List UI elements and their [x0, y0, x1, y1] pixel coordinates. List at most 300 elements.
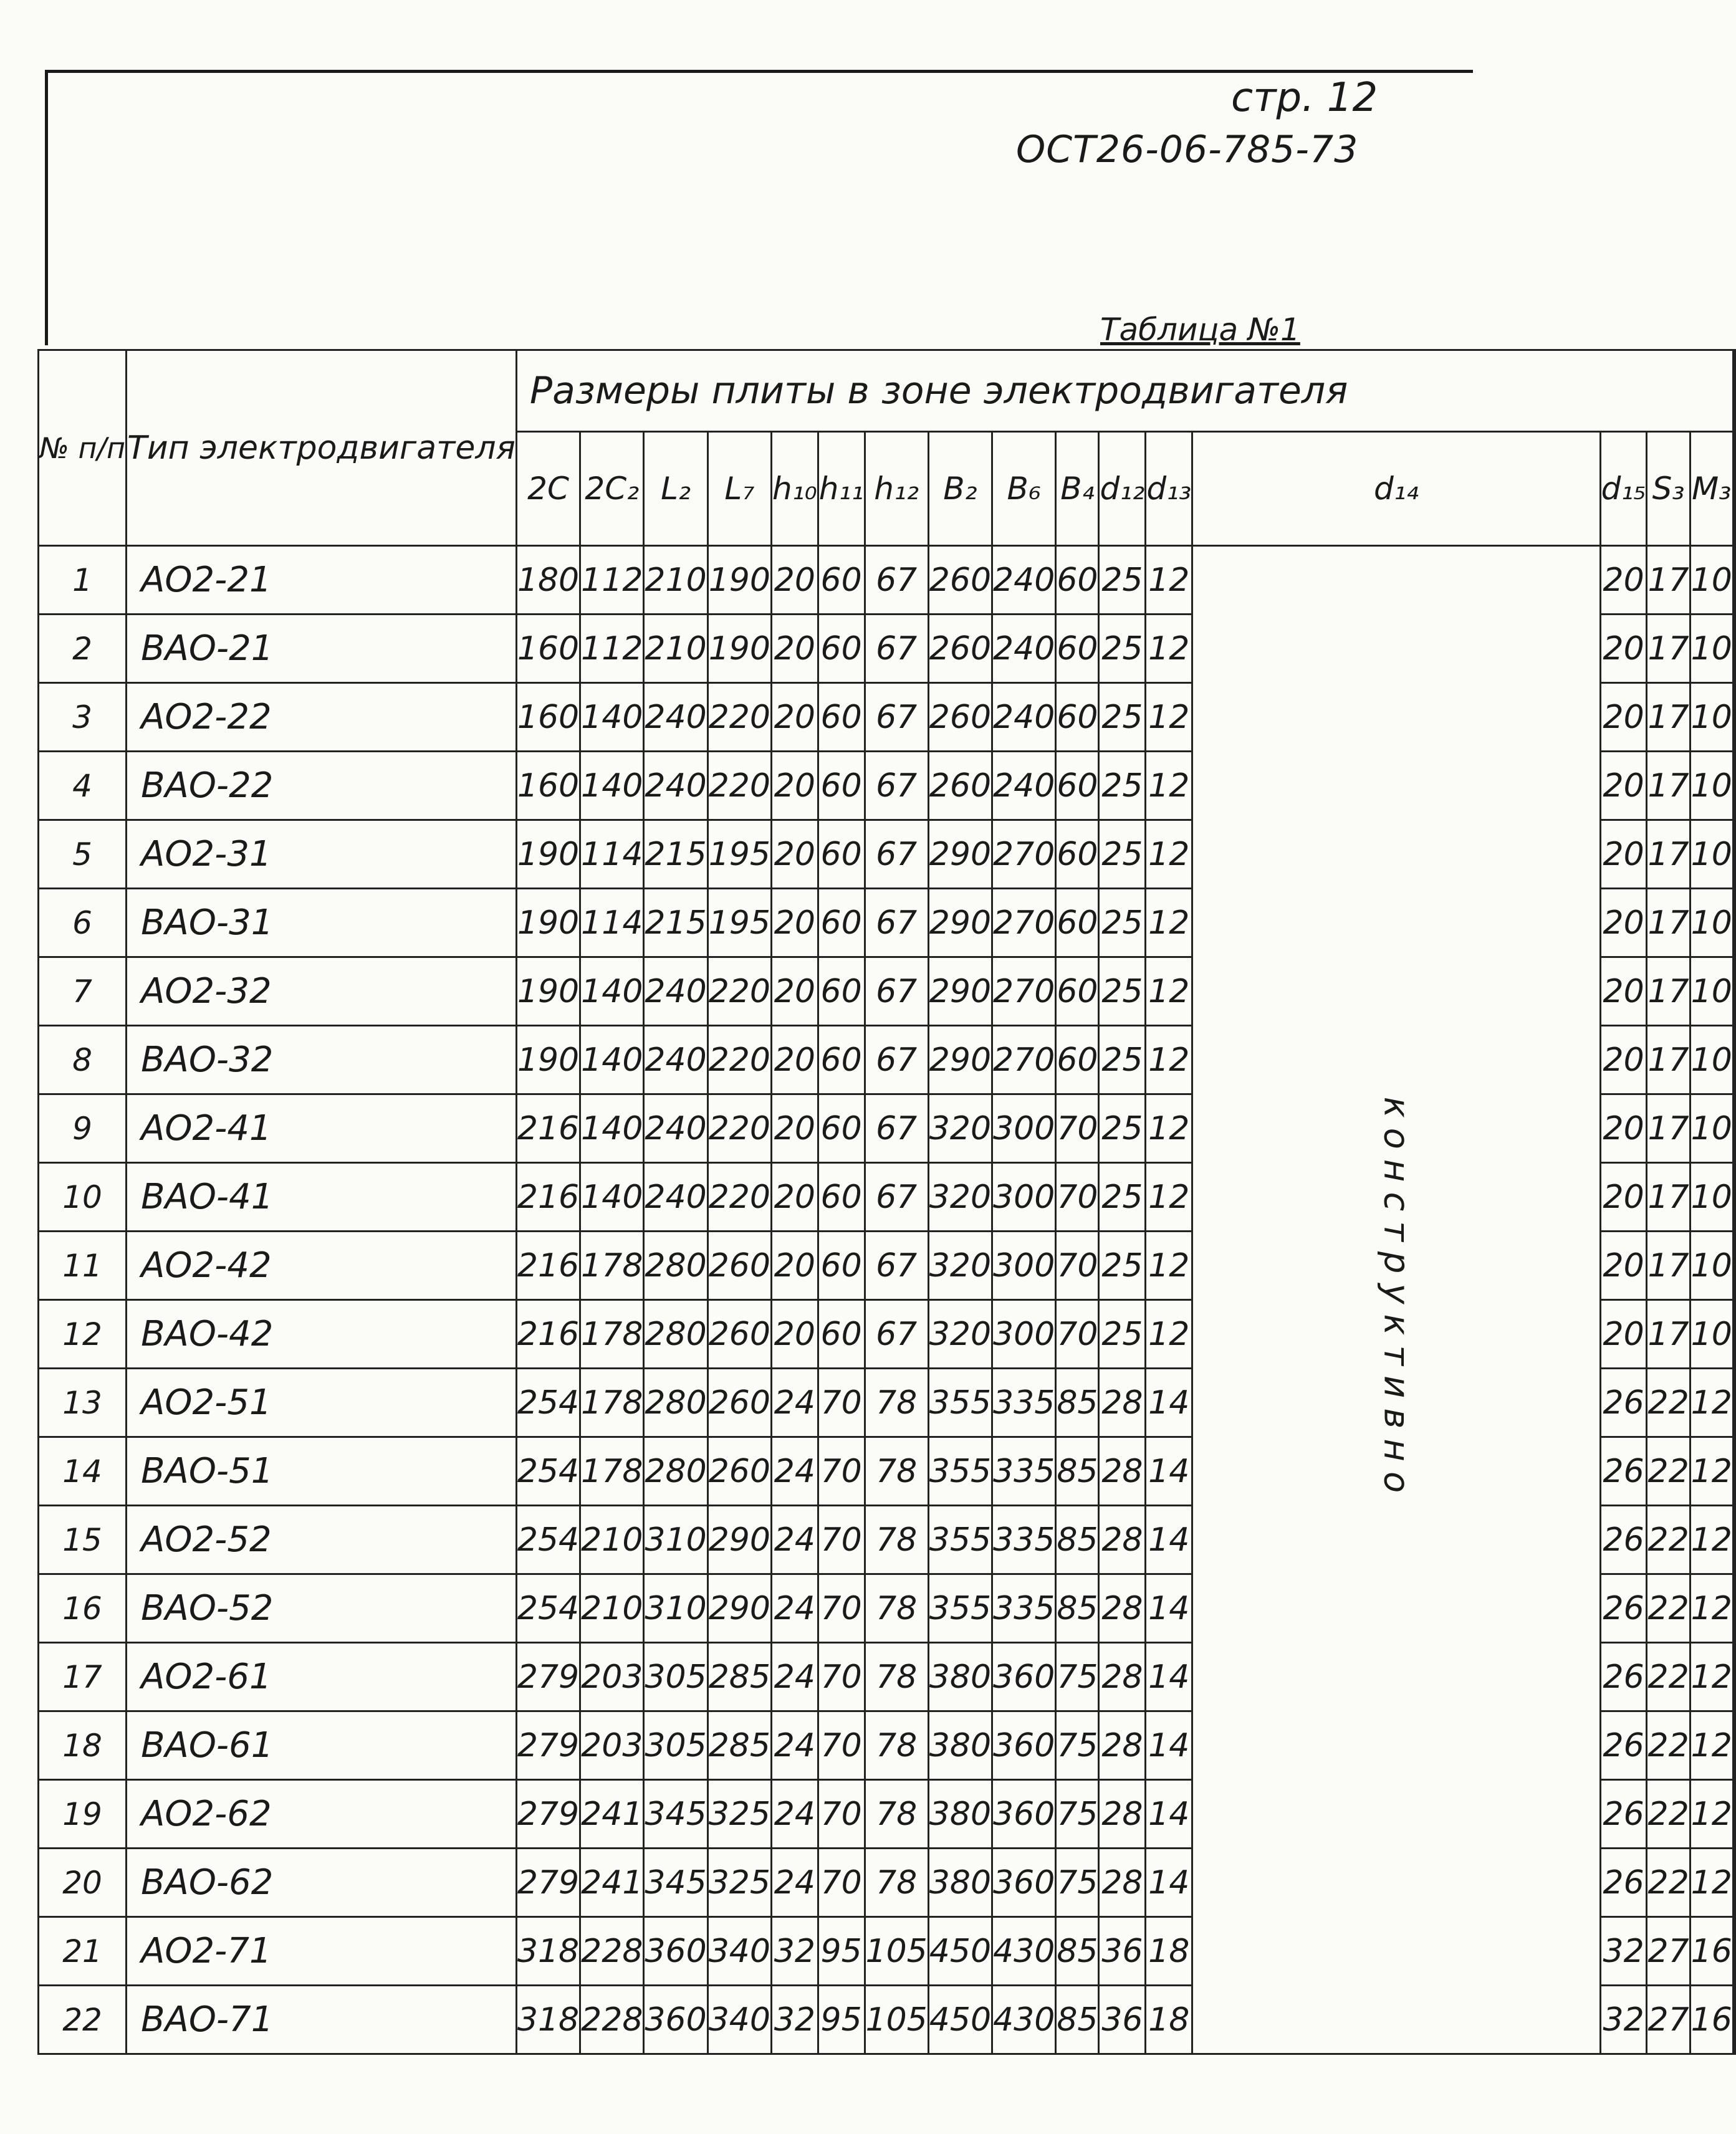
dimension-value: 78 [865, 1780, 928, 1849]
motor-type: АО2-51 [127, 1369, 517, 1437]
dimension-value: 305 [644, 1643, 707, 1711]
dimension-value: 60 [1056, 889, 1099, 957]
dimension-value: 290 [928, 957, 992, 1026]
dimension-value: 300 [992, 1232, 1056, 1300]
dimension-value: 10 [1690, 1300, 1733, 1369]
dimension-value: 320 [928, 1163, 992, 1232]
dimension-value: 10 [1690, 683, 1733, 752]
blank-cell [1733, 1094, 1735, 1163]
page-number: стр. 12 [1231, 75, 1378, 121]
header-col-11: d₁₃ [1146, 432, 1192, 546]
dimension-value: 12 [1146, 1300, 1192, 1369]
dimension-value: 12 [1690, 1369, 1733, 1437]
dimension-value: 70 [818, 1643, 865, 1711]
dimension-value: 60 [818, 1300, 865, 1369]
dimension-value: 28 [1099, 1643, 1146, 1711]
dimension-value: 28 [1099, 1711, 1146, 1780]
header-col-14: S₃ [1647, 432, 1690, 546]
dimension-value: 60 [818, 1232, 865, 1300]
row-number: 7 [39, 957, 127, 1026]
dimension-value: 16 [1690, 1917, 1733, 1986]
dimension-value: 360 [992, 1643, 1056, 1711]
motor-type: ВАО-21 [127, 615, 517, 683]
row-number: 13 [39, 1369, 127, 1437]
dimension-value: 67 [865, 752, 928, 820]
row-number: 10 [39, 1163, 127, 1232]
header-motor-type: Тип электродвигателя [127, 350, 517, 546]
dimension-value: 27 [1647, 1986, 1690, 2054]
dimension-value: 260 [707, 1437, 771, 1506]
motor-type: АО2-21 [127, 546, 517, 615]
blank-cell [1733, 1849, 1735, 1917]
dimension-value: 12 [1146, 615, 1192, 683]
dimension-value: 10 [1690, 820, 1733, 889]
blank-cell [1733, 1232, 1735, 1300]
dimension-value: 60 [1056, 752, 1099, 820]
dimension-value: 17 [1647, 1232, 1690, 1300]
dimension-value: 85 [1056, 1917, 1099, 1986]
dimension-value: 70 [1056, 1300, 1099, 1369]
dimension-value: 20 [1600, 1026, 1647, 1094]
dimension-value: 20 [1600, 1300, 1647, 1369]
dimension-value: 17 [1647, 820, 1690, 889]
dimension-value: 335 [992, 1437, 1056, 1506]
dimension-value: 75 [1056, 1780, 1099, 1849]
header-col-9: B₄ [1056, 432, 1099, 546]
dimension-value: 17 [1647, 546, 1690, 615]
dimension-value: 280 [644, 1437, 707, 1506]
blank-cell [1733, 615, 1735, 683]
dimension-value: 20 [771, 615, 818, 683]
dimension-value: 20 [1600, 683, 1647, 752]
dimension-value: 210 [644, 546, 707, 615]
header-col-12: d₁₄ [1192, 432, 1601, 546]
dimension-value: 18 [1146, 1917, 1192, 1986]
dimension-value: 28 [1099, 1369, 1146, 1437]
dimension-value: 178 [580, 1369, 644, 1437]
dimension-value: 36 [1099, 1986, 1146, 2054]
dimension-value: 260 [707, 1232, 771, 1300]
dimension-value: 220 [707, 1026, 771, 1094]
dimension-value: 203 [580, 1643, 644, 1711]
dimension-value: 10 [1690, 1026, 1733, 1094]
dimension-value: 450 [928, 1917, 992, 1986]
dimension-value: 310 [644, 1574, 707, 1643]
dimension-value: 20 [1600, 889, 1647, 957]
dimension-value: 178 [580, 1232, 644, 1300]
dimension-value: 325 [707, 1849, 771, 1917]
dimension-value: 190 [516, 957, 580, 1026]
dimension-value: 10 [1690, 1232, 1733, 1300]
motor-type: АО2-32 [127, 957, 517, 1026]
dimension-value: 20 [771, 1232, 818, 1300]
dimension-value: 20 [1600, 820, 1647, 889]
d14-constructive-cell [1192, 546, 1601, 2054]
row-number: 19 [39, 1780, 127, 1849]
dimension-value: 241 [580, 1780, 644, 1849]
dimension-value: 12 [1146, 752, 1192, 820]
dimension-value: 240 [644, 683, 707, 752]
motor-type: АО2-61 [127, 1643, 517, 1711]
dimension-value: 60 [818, 1163, 865, 1232]
dimension-value: 20 [771, 752, 818, 820]
dimension-value: 112 [580, 546, 644, 615]
dimension-value: 360 [644, 1986, 707, 2054]
dimension-value: 70 [818, 1437, 865, 1506]
dimension-value: 285 [707, 1643, 771, 1711]
dimension-value: 195 [707, 889, 771, 957]
dimension-value: 12 [1146, 889, 1192, 957]
dimension-value: 14 [1146, 1506, 1192, 1574]
dimension-value: 220 [707, 1094, 771, 1163]
dimension-value: 178 [580, 1300, 644, 1369]
dimension-value: 24 [771, 1849, 818, 1917]
dimension-value: 345 [644, 1849, 707, 1917]
dimension-value: 95 [818, 1917, 865, 1986]
dimension-value: 260 [707, 1369, 771, 1437]
dimension-value: 216 [516, 1300, 580, 1369]
dimension-value: 27 [1647, 1917, 1690, 1986]
blank-cell [1733, 1780, 1735, 1849]
blank-cell [1733, 1711, 1735, 1780]
dimension-value: 12 [1690, 1437, 1733, 1506]
dimension-value: 360 [644, 1917, 707, 1986]
dimension-value: 28 [1099, 1780, 1146, 1849]
dimension-value: 220 [707, 1163, 771, 1232]
dimension-value: 24 [771, 1437, 818, 1506]
dimension-value: 279 [516, 1849, 580, 1917]
document-code: ОСТ26-06-785-73 [1016, 128, 1359, 171]
dimension-value: 240 [992, 615, 1056, 683]
dimension-value: 195 [707, 820, 771, 889]
dimension-value: 210 [580, 1574, 644, 1643]
dimension-value: 215 [644, 889, 707, 957]
blank-cell [1733, 957, 1735, 1026]
dimension-value: 24 [771, 1711, 818, 1780]
dimension-value: 20 [771, 683, 818, 752]
dimension-value: 67 [865, 889, 928, 957]
row-number: 2 [39, 615, 127, 683]
dimension-value: 78 [865, 1369, 928, 1437]
dimension-value: 310 [644, 1506, 707, 1574]
dimension-value: 300 [992, 1163, 1056, 1232]
dimension-value: 20 [771, 546, 818, 615]
dimension-value: 60 [818, 1094, 865, 1163]
dimension-value: 25 [1099, 615, 1146, 683]
dimension-value: 430 [992, 1917, 1056, 1986]
dimension-value: 78 [865, 1437, 928, 1506]
blank-cell [1733, 1917, 1735, 1986]
blank-cell [1733, 1163, 1735, 1232]
header-col-5: h₁₁ [818, 432, 865, 546]
dimension-value: 12 [1690, 1780, 1733, 1849]
dimension-value: 279 [516, 1711, 580, 1780]
dimension-value: 10 [1690, 615, 1733, 683]
blank-cell [1733, 1643, 1735, 1711]
dimension-value: 26 [1600, 1369, 1647, 1437]
dimension-value: 25 [1099, 1094, 1146, 1163]
dimension-value: 22 [1647, 1574, 1690, 1643]
dimension-value: 60 [818, 615, 865, 683]
dimension-value: 20 [771, 1094, 818, 1163]
dimension-value: 25 [1099, 683, 1146, 752]
blank-cell [1733, 1437, 1735, 1506]
dimension-value: 254 [516, 1506, 580, 1574]
dimension-value: 450 [928, 1986, 992, 2054]
dimension-value: 17 [1647, 1163, 1690, 1232]
dimension-value: 28 [1099, 1574, 1146, 1643]
dimension-value: 355 [928, 1506, 992, 1574]
dimension-value: 216 [516, 1163, 580, 1232]
dimension-value: 345 [644, 1780, 707, 1849]
dimension-value: 260 [707, 1300, 771, 1369]
row-number: 20 [39, 1849, 127, 1917]
dimension-value: 260 [928, 752, 992, 820]
dimension-value: 25 [1099, 752, 1146, 820]
row-number: 16 [39, 1574, 127, 1643]
dimension-value: 215 [644, 820, 707, 889]
dimension-value: 203 [580, 1711, 644, 1780]
dimension-value: 17 [1647, 752, 1690, 820]
dimension-value: 240 [644, 752, 707, 820]
blank-cell [1733, 889, 1735, 957]
dimension-value: 67 [865, 546, 928, 615]
dimension-value: 25 [1099, 889, 1146, 957]
dimension-value: 14 [1146, 1780, 1192, 1849]
dimension-value: 320 [928, 1300, 992, 1369]
dimension-value: 28 [1099, 1506, 1146, 1574]
dimension-value: 254 [516, 1574, 580, 1643]
dimension-value: 178 [580, 1437, 644, 1506]
dimension-value: 10 [1690, 1163, 1733, 1232]
dimension-value: 17 [1647, 957, 1690, 1026]
dimension-value: 60 [818, 752, 865, 820]
dimension-value: 17 [1647, 1094, 1690, 1163]
row-number: 1 [39, 546, 127, 615]
dimension-value: 85 [1056, 1506, 1099, 1574]
dimension-value: 240 [992, 752, 1056, 820]
dimension-value: 24 [771, 1506, 818, 1574]
dimension-value: 280 [644, 1369, 707, 1437]
blank-cell [1733, 752, 1735, 820]
row-number: 22 [39, 1986, 127, 2054]
dimension-value: 290 [928, 820, 992, 889]
dimension-value: 305 [644, 1711, 707, 1780]
dimension-value: 355 [928, 1369, 992, 1437]
dimension-value: 25 [1099, 820, 1146, 889]
header-col-8: B₆ [992, 432, 1056, 546]
dimension-value: 180 [516, 546, 580, 615]
dimension-value: 22 [1647, 1369, 1690, 1437]
dimension-value: 14 [1146, 1643, 1192, 1711]
dimension-value: 24 [771, 1780, 818, 1849]
dimension-value: 160 [516, 683, 580, 752]
dimension-value: 20 [1600, 1163, 1647, 1232]
dimension-value: 12 [1690, 1849, 1733, 1917]
row-number: 6 [39, 889, 127, 957]
dimension-value: 70 [818, 1369, 865, 1437]
dimension-value: 26 [1600, 1780, 1647, 1849]
dimension-value: 20 [1600, 546, 1647, 615]
dimension-value: 14 [1146, 1369, 1192, 1437]
dimension-value: 67 [865, 683, 928, 752]
dimension-value: 67 [865, 1026, 928, 1094]
dimension-value: 14 [1146, 1711, 1192, 1780]
dimension-value: 14 [1146, 1849, 1192, 1917]
dimension-value: 10 [1690, 1094, 1733, 1163]
dimension-value: 32 [1600, 1986, 1647, 2054]
table-label: Таблица №1 [1100, 312, 1300, 348]
dimension-value: 26 [1600, 1643, 1647, 1711]
dimension-value: 12 [1146, 1026, 1192, 1094]
dimension-value: 12 [1690, 1506, 1733, 1574]
header-col-6: h₁₂ [865, 432, 928, 546]
motor-type: ВАО-51 [127, 1437, 517, 1506]
dimension-value: 28 [1099, 1437, 1146, 1506]
header-col-10: d₁₂ [1099, 432, 1146, 546]
dimension-value: 190 [516, 889, 580, 957]
dimension-value: 216 [516, 1232, 580, 1300]
motor-type: ВАО-41 [127, 1163, 517, 1232]
dimension-value: 220 [707, 683, 771, 752]
header-blank [1733, 350, 1735, 546]
dimension-value: 32 [1600, 1917, 1647, 1986]
dimension-value: 78 [865, 1849, 928, 1917]
row-number: 15 [39, 1506, 127, 1574]
dimension-value: 20 [1600, 1232, 1647, 1300]
dimensions-table-container [37, 349, 1736, 2055]
row-number: 8 [39, 1026, 127, 1094]
dimension-value: 12 [1690, 1711, 1733, 1780]
dimension-value: 85 [1056, 1986, 1099, 2054]
dimension-value: 60 [1056, 683, 1099, 752]
dimension-value: 17 [1647, 683, 1690, 752]
dimension-value: 95 [818, 1986, 865, 2054]
dimension-value: 20 [771, 820, 818, 889]
dimension-value: 210 [580, 1506, 644, 1574]
dimension-value: 12 [1146, 546, 1192, 615]
dimension-value: 430 [992, 1986, 1056, 2054]
dimension-value: 280 [644, 1232, 707, 1300]
dimension-value: 75 [1056, 1849, 1099, 1917]
dimension-value: 270 [992, 820, 1056, 889]
dimension-value: 279 [516, 1643, 580, 1711]
dimension-value: 12 [1146, 957, 1192, 1026]
dimension-value: 254 [516, 1437, 580, 1506]
dimension-value: 318 [516, 1917, 580, 1986]
motor-type: ВАО-52 [127, 1574, 517, 1643]
dimension-value: 22 [1647, 1780, 1690, 1849]
blank-cell [1733, 820, 1735, 889]
dimension-value: 380 [928, 1849, 992, 1917]
dimension-value: 20 [771, 1163, 818, 1232]
dimension-value: 17 [1647, 1300, 1690, 1369]
dimension-value: 60 [818, 889, 865, 957]
header-col-0: 2C [516, 432, 580, 546]
motor-type: АО2-41 [127, 1094, 517, 1163]
dimension-value: 78 [865, 1643, 928, 1711]
row-number: 11 [39, 1232, 127, 1300]
dimension-value: 60 [1056, 615, 1099, 683]
dimension-value: 190 [707, 546, 771, 615]
dimension-value: 290 [707, 1506, 771, 1574]
dimension-value: 28 [1099, 1849, 1146, 1917]
dimension-value: 10 [1690, 752, 1733, 820]
dimension-value: 12 [1690, 1574, 1733, 1643]
dimension-value: 22 [1647, 1643, 1690, 1711]
dimension-value: 60 [818, 1026, 865, 1094]
dimension-value: 25 [1099, 1026, 1146, 1094]
row-number: 5 [39, 820, 127, 889]
dimension-value: 240 [992, 683, 1056, 752]
dimension-value: 25 [1099, 546, 1146, 615]
dimension-value: 70 [818, 1574, 865, 1643]
motor-type: АО2-31 [127, 820, 517, 889]
dimension-value: 24 [771, 1369, 818, 1437]
dimension-value: 25 [1099, 1232, 1146, 1300]
row-number: 18 [39, 1711, 127, 1780]
dimension-value: 360 [992, 1711, 1056, 1780]
dimension-value: 228 [580, 1917, 644, 1986]
dimension-value: 300 [992, 1094, 1056, 1163]
row-number: 9 [39, 1094, 127, 1163]
dimension-value: 112 [580, 615, 644, 683]
row-number: 12 [39, 1300, 127, 1369]
dimension-value: 300 [992, 1300, 1056, 1369]
dimension-value: 78 [865, 1574, 928, 1643]
header-plate-dimensions: Размеры плиты в зоне электродвигателя [516, 350, 1733, 432]
motor-type: ВАО-31 [127, 889, 517, 957]
header-col-15: M₃ [1690, 432, 1733, 546]
dimension-value: 340 [707, 1986, 771, 2054]
dimension-value: 260 [928, 615, 992, 683]
dimension-value: 241 [580, 1849, 644, 1917]
dimension-value: 60 [1056, 1026, 1099, 1094]
dimension-value: 85 [1056, 1369, 1099, 1437]
dimension-value: 380 [928, 1780, 992, 1849]
dimension-value: 228 [580, 1986, 644, 2054]
blank-cell [1733, 1986, 1735, 2054]
frame-top-border [45, 70, 1473, 73]
dimension-value: 190 [707, 615, 771, 683]
blank-cell [1733, 1369, 1735, 1437]
dimension-value: 25 [1099, 957, 1146, 1026]
dimension-value: 380 [928, 1711, 992, 1780]
dimension-value: 70 [818, 1506, 865, 1574]
motor-type: ВАО-32 [127, 1026, 517, 1094]
dimension-value: 85 [1056, 1574, 1099, 1643]
motor-type: АО2-52 [127, 1506, 517, 1574]
dimension-value: 320 [928, 1232, 992, 1300]
dimension-value: 335 [992, 1506, 1056, 1574]
motor-type: АО2-62 [127, 1780, 517, 1849]
dimension-value: 14 [1146, 1574, 1192, 1643]
dimension-value: 270 [992, 957, 1056, 1026]
dimension-value: 78 [865, 1711, 928, 1780]
dimension-value: 240 [992, 546, 1056, 615]
dimension-value: 70 [1056, 1163, 1099, 1232]
dimension-value: 20 [771, 889, 818, 957]
dimension-value: 140 [580, 1026, 644, 1094]
motor-type: ВАО-22 [127, 752, 517, 820]
dimension-value: 140 [580, 1163, 644, 1232]
dimension-value: 26 [1600, 1849, 1647, 1917]
dimension-value: 325 [707, 1780, 771, 1849]
dimension-value: 26 [1600, 1711, 1647, 1780]
motor-type: ВАО-61 [127, 1711, 517, 1780]
dimension-value: 60 [818, 683, 865, 752]
dimension-value: 280 [644, 1300, 707, 1369]
